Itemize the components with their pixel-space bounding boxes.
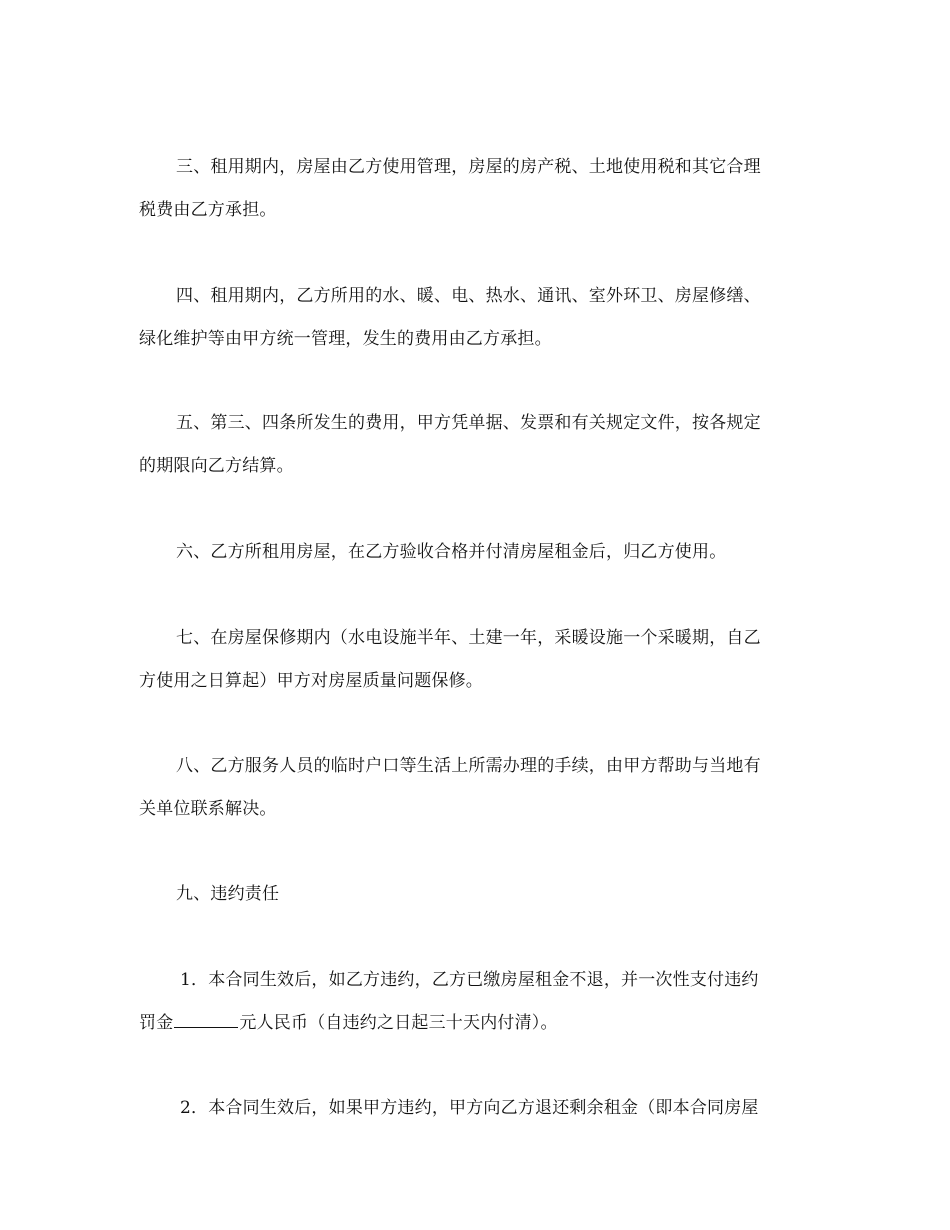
clause-8-line-1: 八、乙方服务人员的临时户口等生活上所需办理的手续，由甲方帮助与当地有 xyxy=(176,756,761,776)
clause-7-line-2: 方使用之日算起）甲方对房屋质量问题保修。 xyxy=(139,671,483,691)
breach-item-1-line-2 xyxy=(139,1011,558,1035)
clause-5-line-1: 五、第三、四条所发生的费用，甲方凭单据、发票和有关规定文件，按各规定 xyxy=(176,413,761,433)
breach-item-1-line-1: 1．本合同生效后，如乙方违约，乙方已缴房屋租金不退，并一次性支付违约 xyxy=(180,970,759,990)
clause-4-line-1: 四、租用期内，乙方所用的水、暖、电、热水、通讯、室外环卫、房屋修缮、 xyxy=(176,286,761,306)
breach-item-1-text-after: 元人民币（自违约之日起三十天内付清）。 xyxy=(239,1013,558,1033)
clause-3-line-1: 三、租用期内，房屋由乙方使用管理，房屋的房产税、土地使用税和其它合理 xyxy=(176,157,761,177)
clause-7-line-1: 七、在房屋保修期内（水电设施半年、土建一年，采暖设施一个采暖期，自乙 xyxy=(176,628,761,648)
breach-item-1-text-before: 罚金 xyxy=(139,1013,174,1033)
penalty-amount-blank xyxy=(174,1013,238,1028)
clause-4-line-2: 绿化维护等由甲方统一管理，发生的费用由乙方承担。 xyxy=(139,329,552,349)
clause-8-line-2: 关单位联系解决。 xyxy=(139,799,277,819)
clause-9-heading: 九、违约责任 xyxy=(176,884,280,904)
clause-5-line-2: 的期限向乙方结算。 xyxy=(139,456,294,476)
breach-item-2-line-1: 2．本合同生效后，如果甲方违约，甲方向乙方退还剩余租金（即本合同房屋 xyxy=(180,1098,759,1118)
clause-6-line-1: 六、乙方所租用房屋，在乙方验收合格并付清房屋租金后，归乙方使用。 xyxy=(176,542,727,562)
clause-3-line-2: 税费由乙方承担。 xyxy=(139,200,277,220)
